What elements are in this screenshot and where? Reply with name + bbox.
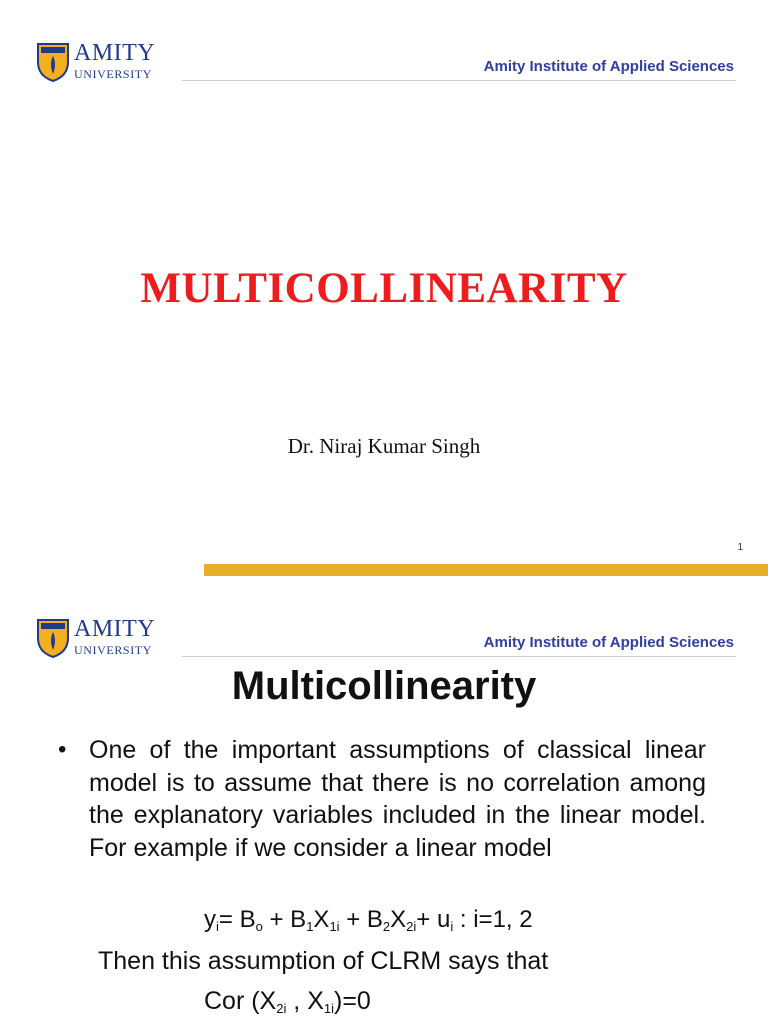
amity-shield-icon [36,40,70,82]
slide-title: MULTICOLLINEARITY [140,265,628,312]
header-divider [182,80,736,81]
formula-part: + u [416,906,451,933]
logo-subtitle: UNIVERSITY [74,67,152,81]
cor-part: , X [286,987,324,1015]
author-name: Dr. Niraj Kumar Singh [287,434,481,458]
logo-name: AMITY [74,40,156,66]
correlation-formula [204,987,371,1016]
logo-subtitle: UNIVERSITY [74,643,152,657]
formula-part: + B [339,906,383,933]
bullet-item [58,734,706,864]
logo-name: AMITY [74,616,156,642]
formula-part: X [313,906,330,933]
slide-2 [0,576,768,1024]
formula-part: = B [218,906,256,933]
formula-part: : i=1, 2 [453,906,533,933]
institute-name: Amity Institute of Applied Sciences [483,634,734,651]
formula-part: + B [262,906,307,933]
page-number: 1 [737,542,743,553]
institute-name: Amity Institute of Applied Sciences [483,58,734,75]
formula-sub: i [450,919,454,934]
amity-logo [36,616,171,660]
amity-shield-icon [36,616,70,658]
formula-sub: o [255,919,263,934]
cor-part: Cor (X [204,987,277,1015]
linear-model-formula [204,906,533,934]
header-divider [182,656,736,657]
formula-sub: i [216,919,219,934]
amity-logo [36,40,171,84]
cor-sub: 1i [323,1001,334,1016]
formula-sub: 2 [382,919,391,934]
formula-part: y [204,906,216,933]
cor-part: )=0 [334,987,371,1015]
footer-bar [204,564,768,576]
formula-sub: 2i [406,919,417,934]
formula-sub: 1 [306,919,314,934]
slide-title: Multicollinearity [231,664,537,708]
bullet-text: One of the important assumptions of classical linear model is to assume that there is no correlation among the explanatory variables included in the linear model. For example if we consider a linear model [89,736,706,862]
assumption-statement: Then this assumption of CLRM says that [98,947,549,975]
formula-part: X [390,906,407,933]
formula-sub: 1i [329,919,340,934]
bullet-dot-icon: • [58,736,67,763]
cor-sub: 2i [276,1001,287,1016]
